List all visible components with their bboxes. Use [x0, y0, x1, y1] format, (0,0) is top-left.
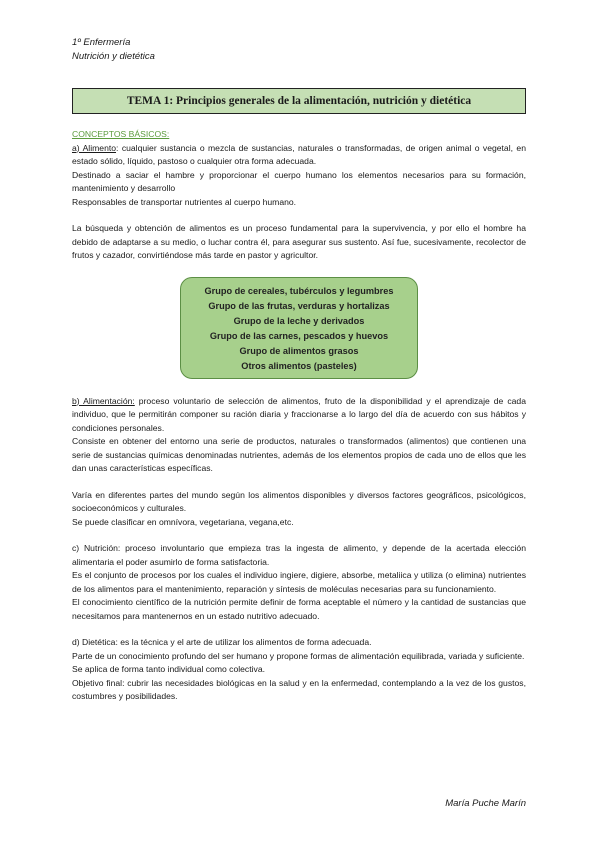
- definition-alimentacion: [72, 395, 526, 436]
- paragraph: Destinado a saciar el hambre y proporcionar el cuerpo humano los elementos necesarios para su formación, mantenimiento y desarrollo: [72, 169, 526, 193]
- paragraph: La búsqueda y obtención de alimentos es un proceso fundamental para la supervivencia, y por ello el hombre ha debido de adaptarse a su medio, o luchar contra él, para asegurar sus sustento. Así fue, sucesivamente, recolector de frutos y cazador, convirtiéndose más tarde en pastor y agricultor.: [72, 223, 526, 260]
- paragraph: Parte de un conocimiento profundo del ser humano y propone formas de alimentación equilibrada, variada y suficiente.: [72, 650, 525, 661]
- header-subject: Nutrición y dietética: [72, 51, 155, 62]
- alimentacion-label: b) Alimentación:: [72, 395, 135, 406]
- food-group-item: Otros alimentos (pasteles): [241, 360, 357, 371]
- paragraph: El conocimiento científico de la nutrición permite definir de forma aceptable el número y la cantidad de sustancias que necesitamos para mantenernos en un estado nutritivo adecuado.: [72, 597, 526, 621]
- food-group-item: Grupo de la leche y derivados: [233, 315, 365, 326]
- document-body: [72, 128, 526, 704]
- definition-nutricion: c) Nutrición: proceso involuntario que empieza tras la ingesta de alimento, y depende de la acertada elección alimentaria el poder asumirlo de forma satisfactoria.: [72, 543, 526, 567]
- topic-title: TEMA 1: Principios generales de la alimentación, nutrición y dietética: [72, 88, 526, 114]
- alimento-text: : cualquier sustancia o mezcla de sustancias, naturales o transformadas, de origen animal o vegetal, en estado sólido, líquido, pastoso o cualquier otra forma adecuada.: [72, 142, 526, 166]
- food-groups-box: [180, 277, 418, 379]
- paragraph: Se aplica de forma tanto individual como colectiva.: [72, 664, 265, 674]
- alimento-label: a) Alimento: [72, 142, 117, 153]
- author-footer: María Puche Marín: [445, 798, 526, 809]
- definition-alimento: [72, 142, 526, 169]
- paragraph: Varía en diferentes partes del mundo según los alimentos disponibles y diversos factores geográficos, psicológicos, socioeconómicos y culturales.: [72, 489, 526, 513]
- page-header: [72, 36, 155, 64]
- header-course: 1º Enfermería: [72, 37, 131, 48]
- paragraph: Se puede clasificar en omnívora, vegetariana, vegana,etc.: [72, 516, 294, 527]
- definition-dietetica: d) Dietética: es la técnica y el arte de utilizar los alimentos de forma adecuada.: [72, 637, 372, 647]
- paragraph: Consiste en obtener del entorno una serie de productos, naturales o transformados (alimentos) que contienen una serie de sustancias químicas denominadas nutrientes, además de los elementos propios de cada uno de ellos que les dan unas características específicas.: [72, 436, 526, 473]
- alimentacion-text: proceso voluntario de selección de alimentos, fruto de la disponibilidad y el aprendizaje de cada individuo, que le permitirán componer su ración diaria y fraccionarse a lo largo del día de acuerdo con sus hábitos y condiciones personales.: [72, 395, 526, 433]
- paragraph: Objetivo final: cubrir las necesidades biológicas en la salud y en la enfermedad, contemplando a la vez de los gustos, costumbres y posibilidades.: [72, 677, 526, 701]
- section-heading: CONCEPTOS BÁSICOS:: [72, 129, 170, 139]
- food-group-item: Grupo de las carnes, pescados y huevos: [209, 330, 389, 341]
- paragraph: Responsables de transportar nutrientes al cuerpo humano.: [72, 196, 297, 207]
- food-group-item: Grupo de alimentos grasos: [239, 345, 359, 356]
- paragraph: Es el conjunto de procesos por los cuales el individuo ingiere, digiere, absorbe, metaliica y utiliza (o elimina) nutrientes de los alimentos para el mantenimiento, reparación y síntesis de moléculas necesarias para su funcionamiento.: [72, 570, 526, 594]
- food-group-item: Grupo de cereales, tubérculos y legumbres: [204, 285, 394, 296]
- food-group-item: Grupo de las frutas, verduras y hortalizas: [208, 300, 390, 311]
